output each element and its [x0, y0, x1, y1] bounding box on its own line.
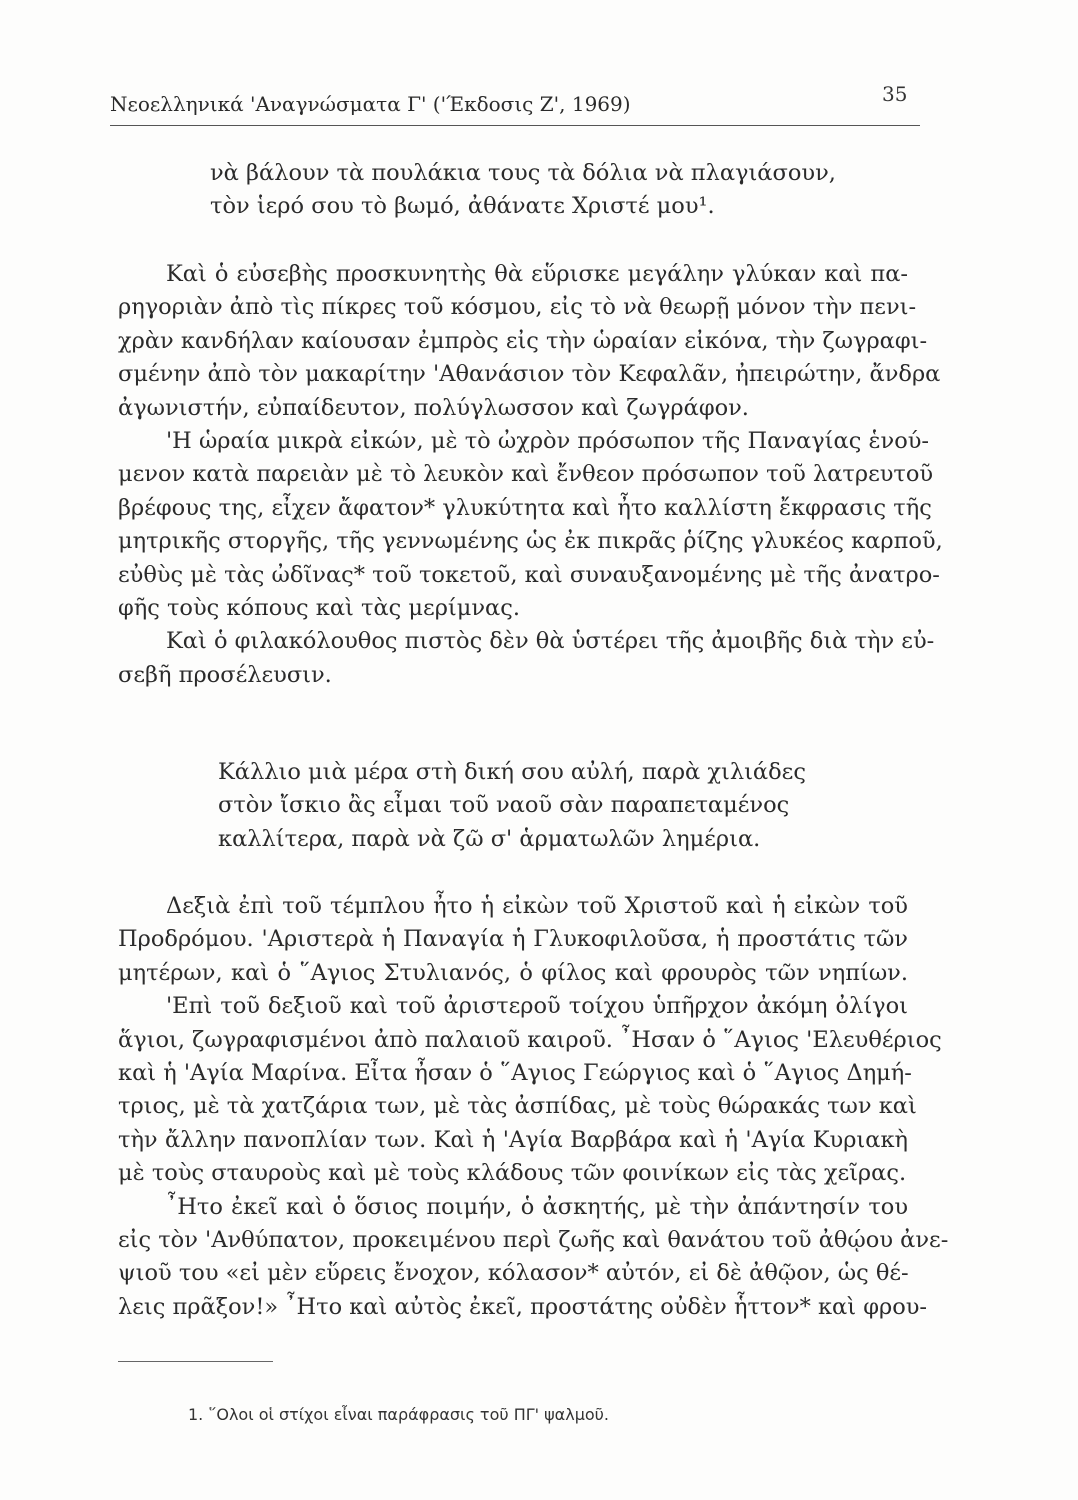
text-line: ῏Ητο ἐκεῖ καὶ ὁ ὅσιος ποιμήν, ὁ ἀσκητής, μὲ τὴν ἀπάντησίν του — [166, 1193, 908, 1220]
verse-line: Κάλλιο μιὰ μέρα στὴ δική σου αὐλή, παρὰ χιλιάδες — [218, 759, 806, 785]
text-line: τριος, μὲ τὰ χατζάρια των, μὲ τὰς ἀσπίδας, μὲ τοὺς θώρακάς των καὶ — [118, 1093, 917, 1120]
footnote: 1. ῞Ολοι οἱ στίχοι εἶναι παράφρασις τοῦ ΠΓ' ψαλμοῦ. — [188, 1405, 610, 1424]
text-line: ρηγοριὰν ἀπὸ τὶς πίκρες τοῦ κόσμου, εἰς τὸ νὰ θεωρῇ μόνον τὴν πενι- — [118, 294, 917, 321]
text-line: 'Επὶ τοῦ δεξιοῦ καὶ τοῦ ἀριστεροῦ τοίχου ὑπῆρχον ἀκόμη ὀλίγοι — [166, 993, 908, 1020]
text-line: ἀγωνιστήν, εὐπαίδευτον, πολύγλωσσον καὶ ζωγράφον. — [118, 394, 749, 421]
text-line: φῆς τοὺς κόπους καὶ τὰς μερίμνας. — [118, 595, 520, 622]
text-line: λεις πρᾶξον!» ῏Ητο καὶ αὐτὸς ἐκεῖ, προστάτης οὐδὲν ἧττον* καὶ φρου- — [118, 1293, 928, 1320]
text-line: μενον κατὰ παρειὰν μὲ τὸ λευκὸν καὶ ἔνθεον πρόσωπον τοῦ λατρευτοῦ — [118, 461, 934, 488]
text-line: ἅγιοι, ζωγραφισμένοι ἀπὸ παλαιοῦ καιροῦ. ῏Ησαν ὁ ῞Αγιος 'Ελευθέριος — [118, 1026, 942, 1053]
text-line: Καὶ ὁ εὐσεβὴς προσκυνητὴς θὰ εὕρισκε μεγάλην γλύκαν καὶ πα- — [166, 261, 908, 287]
paragraph-1 — [118, 258, 943, 692]
text-line: καὶ ἡ 'Αγία Μαρίνα. Εἶτα ἦσαν ὁ ῞Αγιος Γεώργιος καὶ ὁ ῞Αγιος Δημή- — [118, 1060, 912, 1087]
verse-line: τὸν ἱερό σου τὸ βωμό, ἀθάνατε Χριστέ μου¹. — [210, 193, 715, 220]
text-line: τὴν ἄλλην πανοπλίαν των. Καὶ ἡ 'Αγία Βαρβάρα καὶ ἡ 'Αγία Κυριακὴ — [118, 1126, 908, 1153]
text-line: ψιοῦ του «εἰ μὲν εὕρεις ἔνοχον, κόλασον* αὐτόν, εἰ δὲ ἀθῷον, ὡς θέ- — [118, 1260, 909, 1287]
verse-line: στὸν ἴσκιο ἂς εἶμαι τοῦ ναοῦ σὰν παραπεταμένος — [218, 792, 790, 819]
text-line: σμένην ἀπὸ τὸν μακαρίτην 'Αθανάσιον τὸν Κεφαλᾶν, ἠπειρώτην, ἄνδρα — [118, 361, 941, 388]
text-line: σεβῆ προσέλευσιν. — [118, 661, 332, 688]
verse-top — [210, 157, 910, 224]
verse-line: νὰ βάλουν τὰ πουλάκια τους τὰ δόλια νὰ πλαγιάσουν, — [210, 160, 836, 186]
text-line: Καὶ ὁ φιλακόλουθος πιστὸς δὲν θὰ ὑστέρει τῆς ἀμοιβῆς διὰ τὴν εὐ- — [166, 628, 935, 655]
paragraph-2 — [118, 890, 949, 1324]
text-line: χρὰν κανδήλαν καίουσαν ἐμπρὸς εἰς τὴν ὡραίαν εἰκόνα, τὴν ζωγραφι- — [118, 327, 928, 354]
text-line: μητρικῆς στοργῆς, τῆς γεννωμένης ὡς ἐκ πικρᾶς ῥίζης γλυκέος καρποῦ, — [118, 528, 943, 555]
verse-quote — [218, 756, 908, 856]
text-line: εἰς τὸν 'Ανθύπατον, προκειμένου περὶ ζωῆς καὶ θανάτου τοῦ ἀθῴου ἀνε- — [118, 1227, 949, 1254]
text-line: εὐθὺς μὲ τὰς ὠδῖνας* τοῦ τοκετοῦ, καὶ συναυξανομένης μὲ τῆς ἀνατρο- — [118, 561, 940, 588]
verse-line: καλλίτερα, παρὰ νὰ ζῶ σ' ἁρματωλῶν λημέρια. — [218, 825, 761, 852]
header-divider — [110, 125, 920, 126]
text-line: Δεξιὰ ἐπὶ τοῦ τέμπλου ἦτο ἡ εἰκὼν τοῦ Χριστοῦ καὶ ἡ εἰκὼν τοῦ — [166, 893, 908, 919]
text-line: μὲ τοὺς σταυροὺς καὶ μὲ τοὺς κλάδους τῶν φοινίκων εἰς τὰς χεῖρας. — [118, 1160, 907, 1187]
text-line: Προδρόμου. 'Αριστερὰ ἡ Παναγία ἡ Γλυκοφιλοῦσα, ἡ προστάτις τῶν — [118, 926, 908, 953]
text-line: μητέρων, καὶ ὁ ῞Αγιος Στυλιανός, ὁ φίλος καὶ φρουρὸς τῶν νηπίων. — [118, 959, 908, 986]
running-header: Νεοελληνικά 'Αναγνώσματα Γ' ('Έκδοσις Ζ', 1969) — [110, 92, 631, 116]
page-number: 35 — [882, 82, 908, 106]
text-line: βρέφους της, εἶχεν ἄφατον* γλυκύτητα καὶ ἦτο καλλίστη ἔκφρασις τῆς — [118, 494, 932, 521]
text-line: 'Η ὡραία μικρὰ εἰκών, μὲ τὸ ὠχρὸν πρόσωπον τῆς Παναγίας ἑνού- — [166, 428, 930, 455]
footnote-divider — [118, 1361, 273, 1362]
